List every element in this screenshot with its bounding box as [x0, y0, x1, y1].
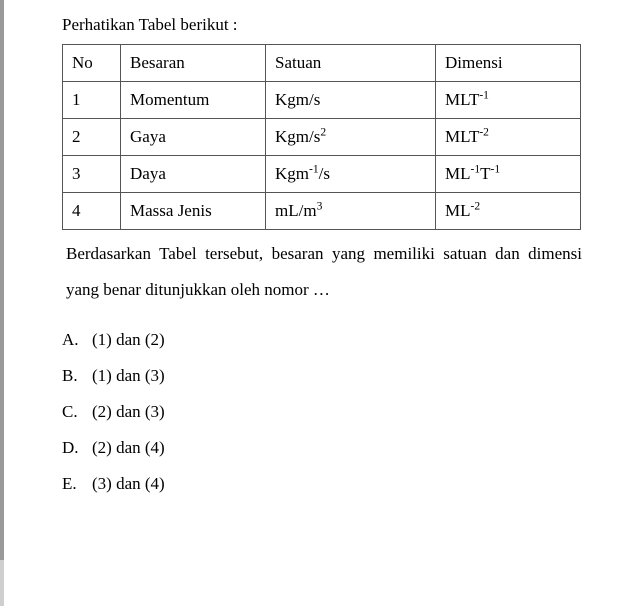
cell-satuan: [266, 82, 436, 119]
dimensi-sup: -2: [479, 125, 489, 139]
dimensi-base: ML: [445, 164, 471, 183]
column-header-besaran: Besaran: [121, 45, 266, 82]
satuan-base: Kgm/s: [275, 127, 321, 146]
cell-satuan: [266, 193, 436, 230]
satuan-tail: /s: [318, 164, 330, 183]
choice-e[interactable]: [62, 466, 582, 502]
dimensi-base: MLT: [445, 127, 480, 146]
choice-letter: A.: [62, 330, 79, 349]
table-row: [63, 119, 581, 156]
cell-satuan: [266, 119, 436, 156]
cell-dimensi: [436, 156, 581, 193]
column-header-no: No: [63, 45, 121, 82]
choice-text: (1) dan (3): [92, 366, 165, 385]
satuan-sup: 2: [320, 125, 327, 139]
dimensi-sup: -1: [470, 162, 481, 176]
scrollbar-thumb[interactable]: [0, 0, 4, 560]
choice-c[interactable]: [62, 394, 582, 430]
cell-besaran: Massa Jenis: [121, 193, 266, 230]
choice-letter: D.: [62, 438, 79, 457]
cell-no: 4: [63, 193, 121, 230]
satuan-base: Kgm: [275, 164, 309, 183]
satuan-base: Kgm/s: [275, 90, 321, 109]
dimensi-tail: T: [480, 164, 491, 183]
cell-besaran: Gaya: [121, 119, 266, 156]
choice-text: (2) dan (4): [92, 438, 165, 457]
choice-text: (1) dan (2): [92, 330, 165, 349]
column-header-satuan: Satuan: [266, 45, 436, 82]
cell-dimensi: [436, 119, 581, 156]
satuan-sup: 3: [316, 199, 323, 213]
answer-choices: [62, 322, 582, 502]
choice-letter: E.: [62, 474, 77, 493]
cell-besaran: Daya: [121, 156, 266, 193]
choice-b[interactable]: [62, 358, 582, 394]
choice-text: (3) dan (4): [92, 474, 165, 493]
dimensi-base: MLT: [445, 90, 480, 109]
table-header-row: [63, 45, 581, 82]
satuan-base: mL/m: [275, 201, 317, 220]
column-header-dimensi: Dimensi: [436, 45, 581, 82]
intro-text: Perhatikan Tabel berikut :: [62, 15, 238, 34]
choice-letter: B.: [62, 366, 78, 385]
cell-satuan: [266, 156, 436, 193]
scrollbar-track[interactable]: [0, 0, 4, 606]
satuan-sup: -1: [309, 162, 319, 176]
dimensi-sup: -1: [479, 88, 489, 102]
cell-no: 2: [63, 119, 121, 156]
dimensi-sup2: -1: [490, 162, 501, 176]
dimensi-sup: -2: [470, 199, 481, 213]
cell-dimensi: [436, 193, 581, 230]
cell-no: 3: [63, 156, 121, 193]
table-row: [63, 156, 581, 193]
choice-letter: C.: [62, 402, 78, 421]
choice-d[interactable]: [62, 430, 582, 466]
choice-a[interactable]: [62, 322, 582, 358]
choice-text: (2) dan (3): [92, 402, 165, 421]
cell-besaran: Momentum: [121, 82, 266, 119]
question-text: Berdasarkan Tabel tersebut, besaran yang memiliki satuan dan dimensi yang benar ditunjukkan oleh nomor …: [66, 244, 582, 299]
cell-no: 1: [63, 82, 121, 119]
dimensi-base: ML: [445, 201, 471, 220]
table-row: [63, 82, 581, 119]
quantities-table: [62, 44, 581, 230]
cell-dimensi: [436, 82, 581, 119]
table-row: [63, 193, 581, 230]
